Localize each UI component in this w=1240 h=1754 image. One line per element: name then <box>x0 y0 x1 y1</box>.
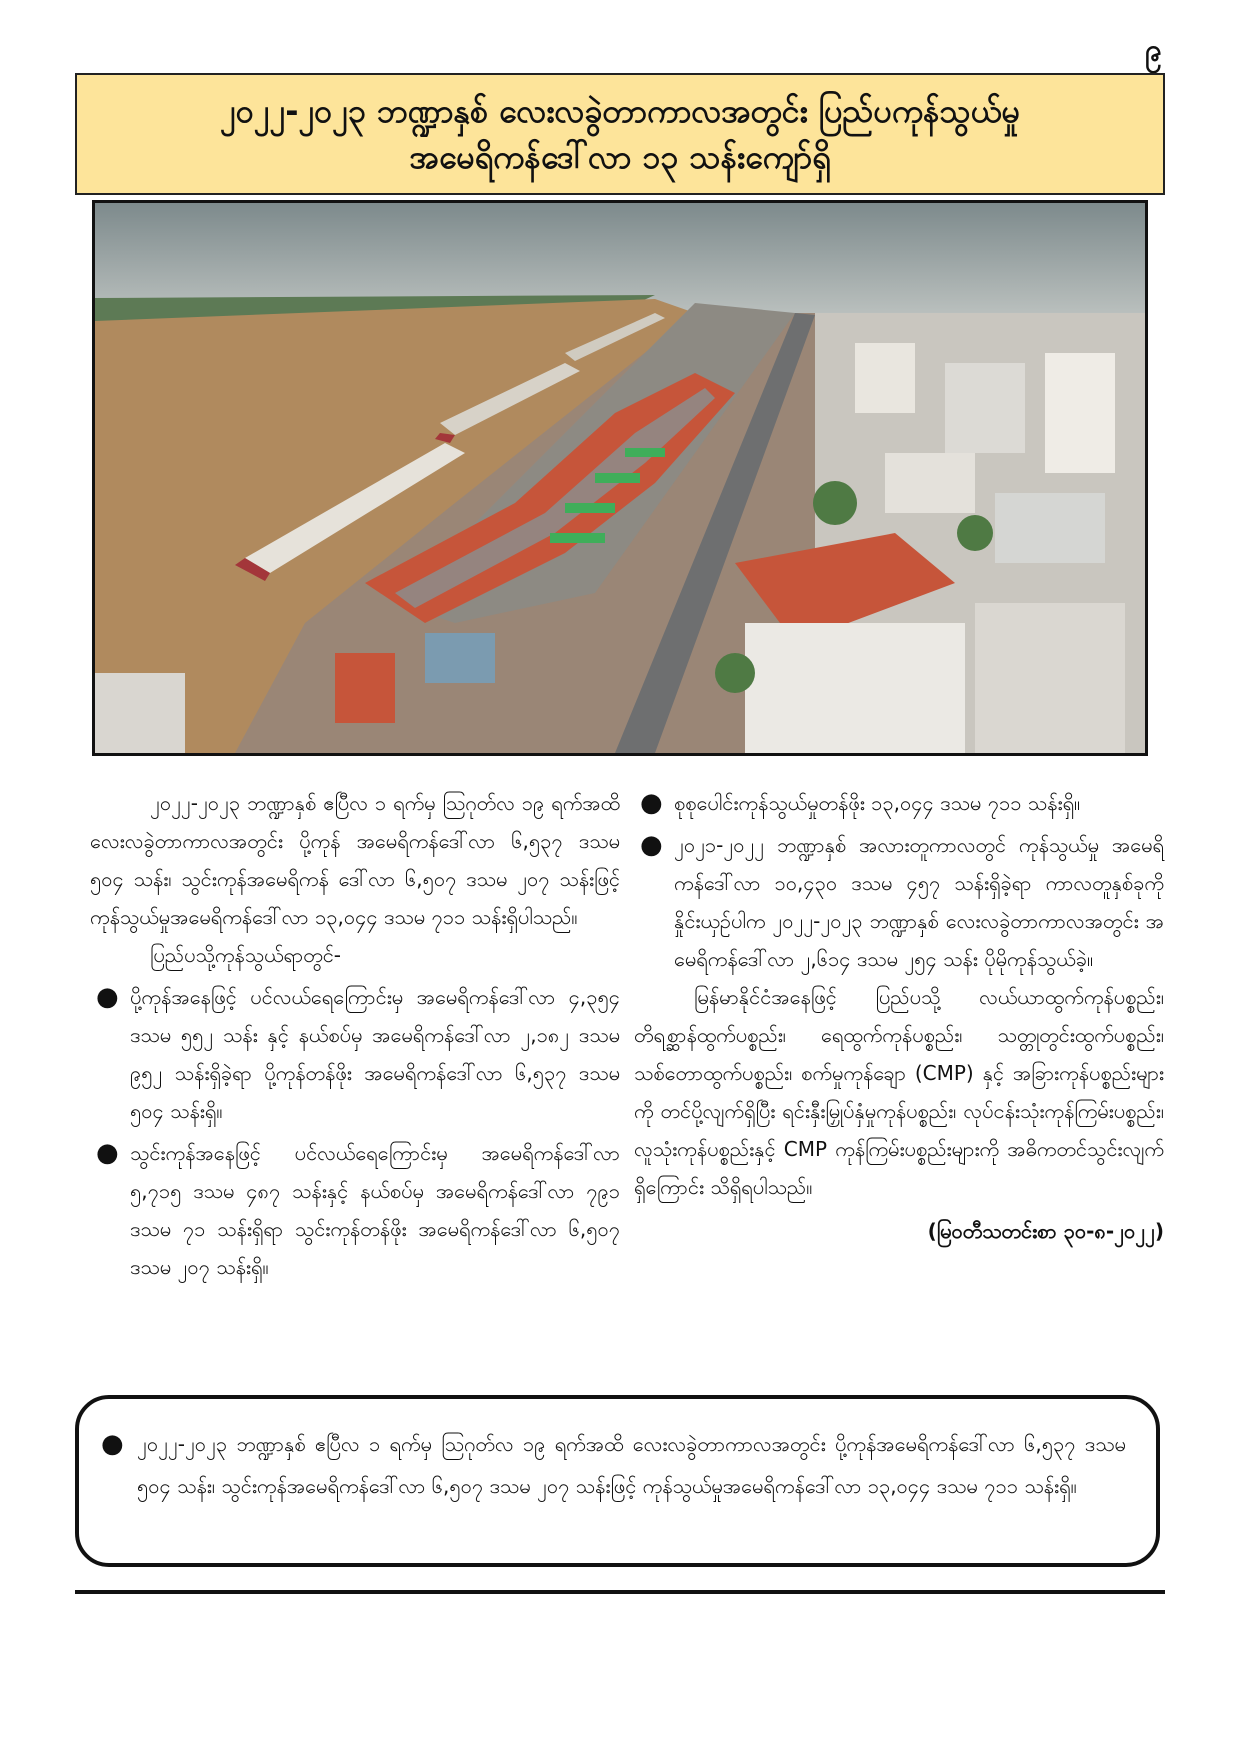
summary-text: ၂၀၂၂-၂၀၂၃ ဘဏ္ဍာနှစ် ဧပြီလ ၁ ရက်မှ ဩဂုတ်လ ၁၉ ရက်အထိ လေးလခွဲတာကာလအတွင်း ပို့ကုန်အမေရိကန်ဒေါ်လာ ၆,၅၃၇ ဒသမ ၅၀၄ သန်း၊ သွင်းကုန်အမေရိကန်ဒေါ်လာ ၆,၅၀၇ ဒသမ ၂၀၇ သန်းဖြင့် ကုန်သွယ်မှုအမေရိကန်ဒေါ်လာ ၁၃,၀၄၄ ဒသမ ၇၁၁ သန်းရှိ။ <box>137 1432 1126 1498</box>
body-paragraph: မြန်မာနိုင်ငံအနေဖြင့် ပြည်ပသို့ လယ်ယာထွက်ကုန်ပစ္စည်း၊ တိရစ္ဆာန်ထွက်ပစ္စည်း၊ ရေထွက်ကုန်ပစ္စည်း၊ သတ္တုတွင်းထွက်ပစ္စည်း၊ သစ်တောထွက်ပစ္စည်း၊ စက်မှုကုန်ချော (CMP) နှင့် အခြားကုန်ပစ္စည်းများကို တင်ပို့လျက်ရှိပြီး ရင်းနှီးမြှုပ်နှံမှုကုန်ပစ္စည်း၊ လုပ်ငန်းသုံးကုန်ကြမ်းပစ္စည်း၊ လူသုံးကုန်ပစ္စည်းနှင့် CMP ကုန်ကြမ်းပစ္စည်းများကို အဓိကတင်သွင်းလျက်ရှိကြောင်း သိရှိရပါသည်။ <box>634 985 1164 1199</box>
list-item <box>90 978 620 1130</box>
page-number: ၉ <box>1145 33 1162 68</box>
bullet-icon: ● <box>640 788 663 818</box>
bullet-text: ပို့ကုန်အနေဖြင့် ပင်လယ်ရေကြောင်းမှ အမေရိကန်ဒေါ်လာ ၄,၃၅၄ ဒသမ ၅၅၂ သန်း နှင့် နယ်စပ်မှ အမေရိကန်ဒေါ်လာ ၂,၁၈၂ ဒသမ ၉၅၂ သန်းရှိခဲ့ရာ ပို့ကုန်တန်ဖိုး အမေရိကန်ဒေါ်လာ ၆,၅၃၇ ဒသမ ၅၀၄ သန်းရှိ။ <box>130 985 620 1123</box>
bullet-text: ၂၀၂၁-၂၀၂၂ ဘဏ္ဍာနှစ် အလားတူကာလတွင် ကုန်သွယ်မှု အမေရိကန်ဒေါ်လာ ၁၀,၄၃၀ ဒသမ ၄၅၇ သန်းရှိခဲ့ရာ ကာလတူနှစ်ခုကို နှိုင်းယှဉ်ပါက ၂၀၂၂-၂၀၂၃ ဘဏ္ဍာနှစ် လေးလခွဲတာကာလအတွင်း အမေရိကန်ဒေါ်လာ ၂,၆၁၄ ဒသမ ၂၅၄ သန်း ပိုမိုကုန်သွယ်ခဲ့။ <box>674 833 1164 971</box>
list-item <box>90 1134 620 1286</box>
list-item <box>634 784 1164 822</box>
port-illustration <box>95 203 1145 753</box>
right-column <box>634 784 1164 1250</box>
bullet-text: စုစုပေါင်းကုန်သွယ်မှုတန်ဖိုး ၁၃,၀၄၄ ဒသမ ၇၁၁ သန်းရှိ။ <box>674 791 1081 815</box>
headline-line-1: ၂၀၂၂-၂၀၂၃ ဘဏ္ဍာနှစ် လေးလခွဲတာကာလအတွင်း ပြည်ပကုန်သွယ်မှု <box>220 92 1020 130</box>
headline-line-2: အမေရိကန်ဒေါ်လာ ၁၃ သန်းကျော်ရှိ <box>409 138 831 176</box>
bullet-icon: ● <box>640 830 663 860</box>
bullet-text: သွင်းကုန်အနေဖြင့် ပင်လယ်ရေကြောင်းမှ အမေရိကန်ဒေါ်လာ ၅,၇၁၅ ဒသမ ၄၈၇ သန်းနှင့် နယ်စပ်မှ အမေရိကန်ဒေါ်လာ ၇၉၁ ဒသမ ၇၁ သန်းရှိရာ သွင်းကုန်တန်ဖိုး အမေရိကန်ဒေါ်လာ ၆,၅၀၇ ဒသမ ၂၀၇ သန်းရှိ။ <box>130 1141 620 1279</box>
intro-paragraph: ၂၀၂၂-၂၀၂၃ ဘဏ္ဍာနှစ် ဧပြီလ ၁ ရက်မှ ဩဂုတ်လ ၁၉ ရက်အထိ လေးလခွဲတာကာလအတွင်း ပို့ကုန် အမေရိကန်ဒေါ်လာ ၆,၅၃၇ ဒသမ ၅၀၄ သန်း၊ သွင်းကုန်အမေရိကန် ဒေါ်လာ ၆,၅၀၇ ဒသမ ၂၀၇ သန်းဖြင့် ကုန်သွယ်မှုအမေရိကန်ဒေါ်လာ ၁၃,၀၄၄ ဒသမ ၇၁၁ သန်းရှိပါသည်။ <box>90 791 620 929</box>
bottom-divider <box>75 1590 1165 1594</box>
bullet-icon: ● <box>101 1429 124 1459</box>
bullet-icon: ● <box>96 982 119 1012</box>
port-aerial-photo <box>92 200 1148 756</box>
bullet-icon: ● <box>96 1138 119 1168</box>
summary-box <box>75 1395 1160 1567</box>
list-item <box>634 826 1164 978</box>
source-citation: (မြဝတီသတင်းစာ ၃၀-၈-၂၀၂၂) <box>927 1219 1164 1243</box>
headline-box <box>75 73 1165 195</box>
left-column <box>90 784 620 1286</box>
sub-intro: ပြည်ပသို့ကုန်သွယ်ရာတွင်- <box>150 943 342 967</box>
